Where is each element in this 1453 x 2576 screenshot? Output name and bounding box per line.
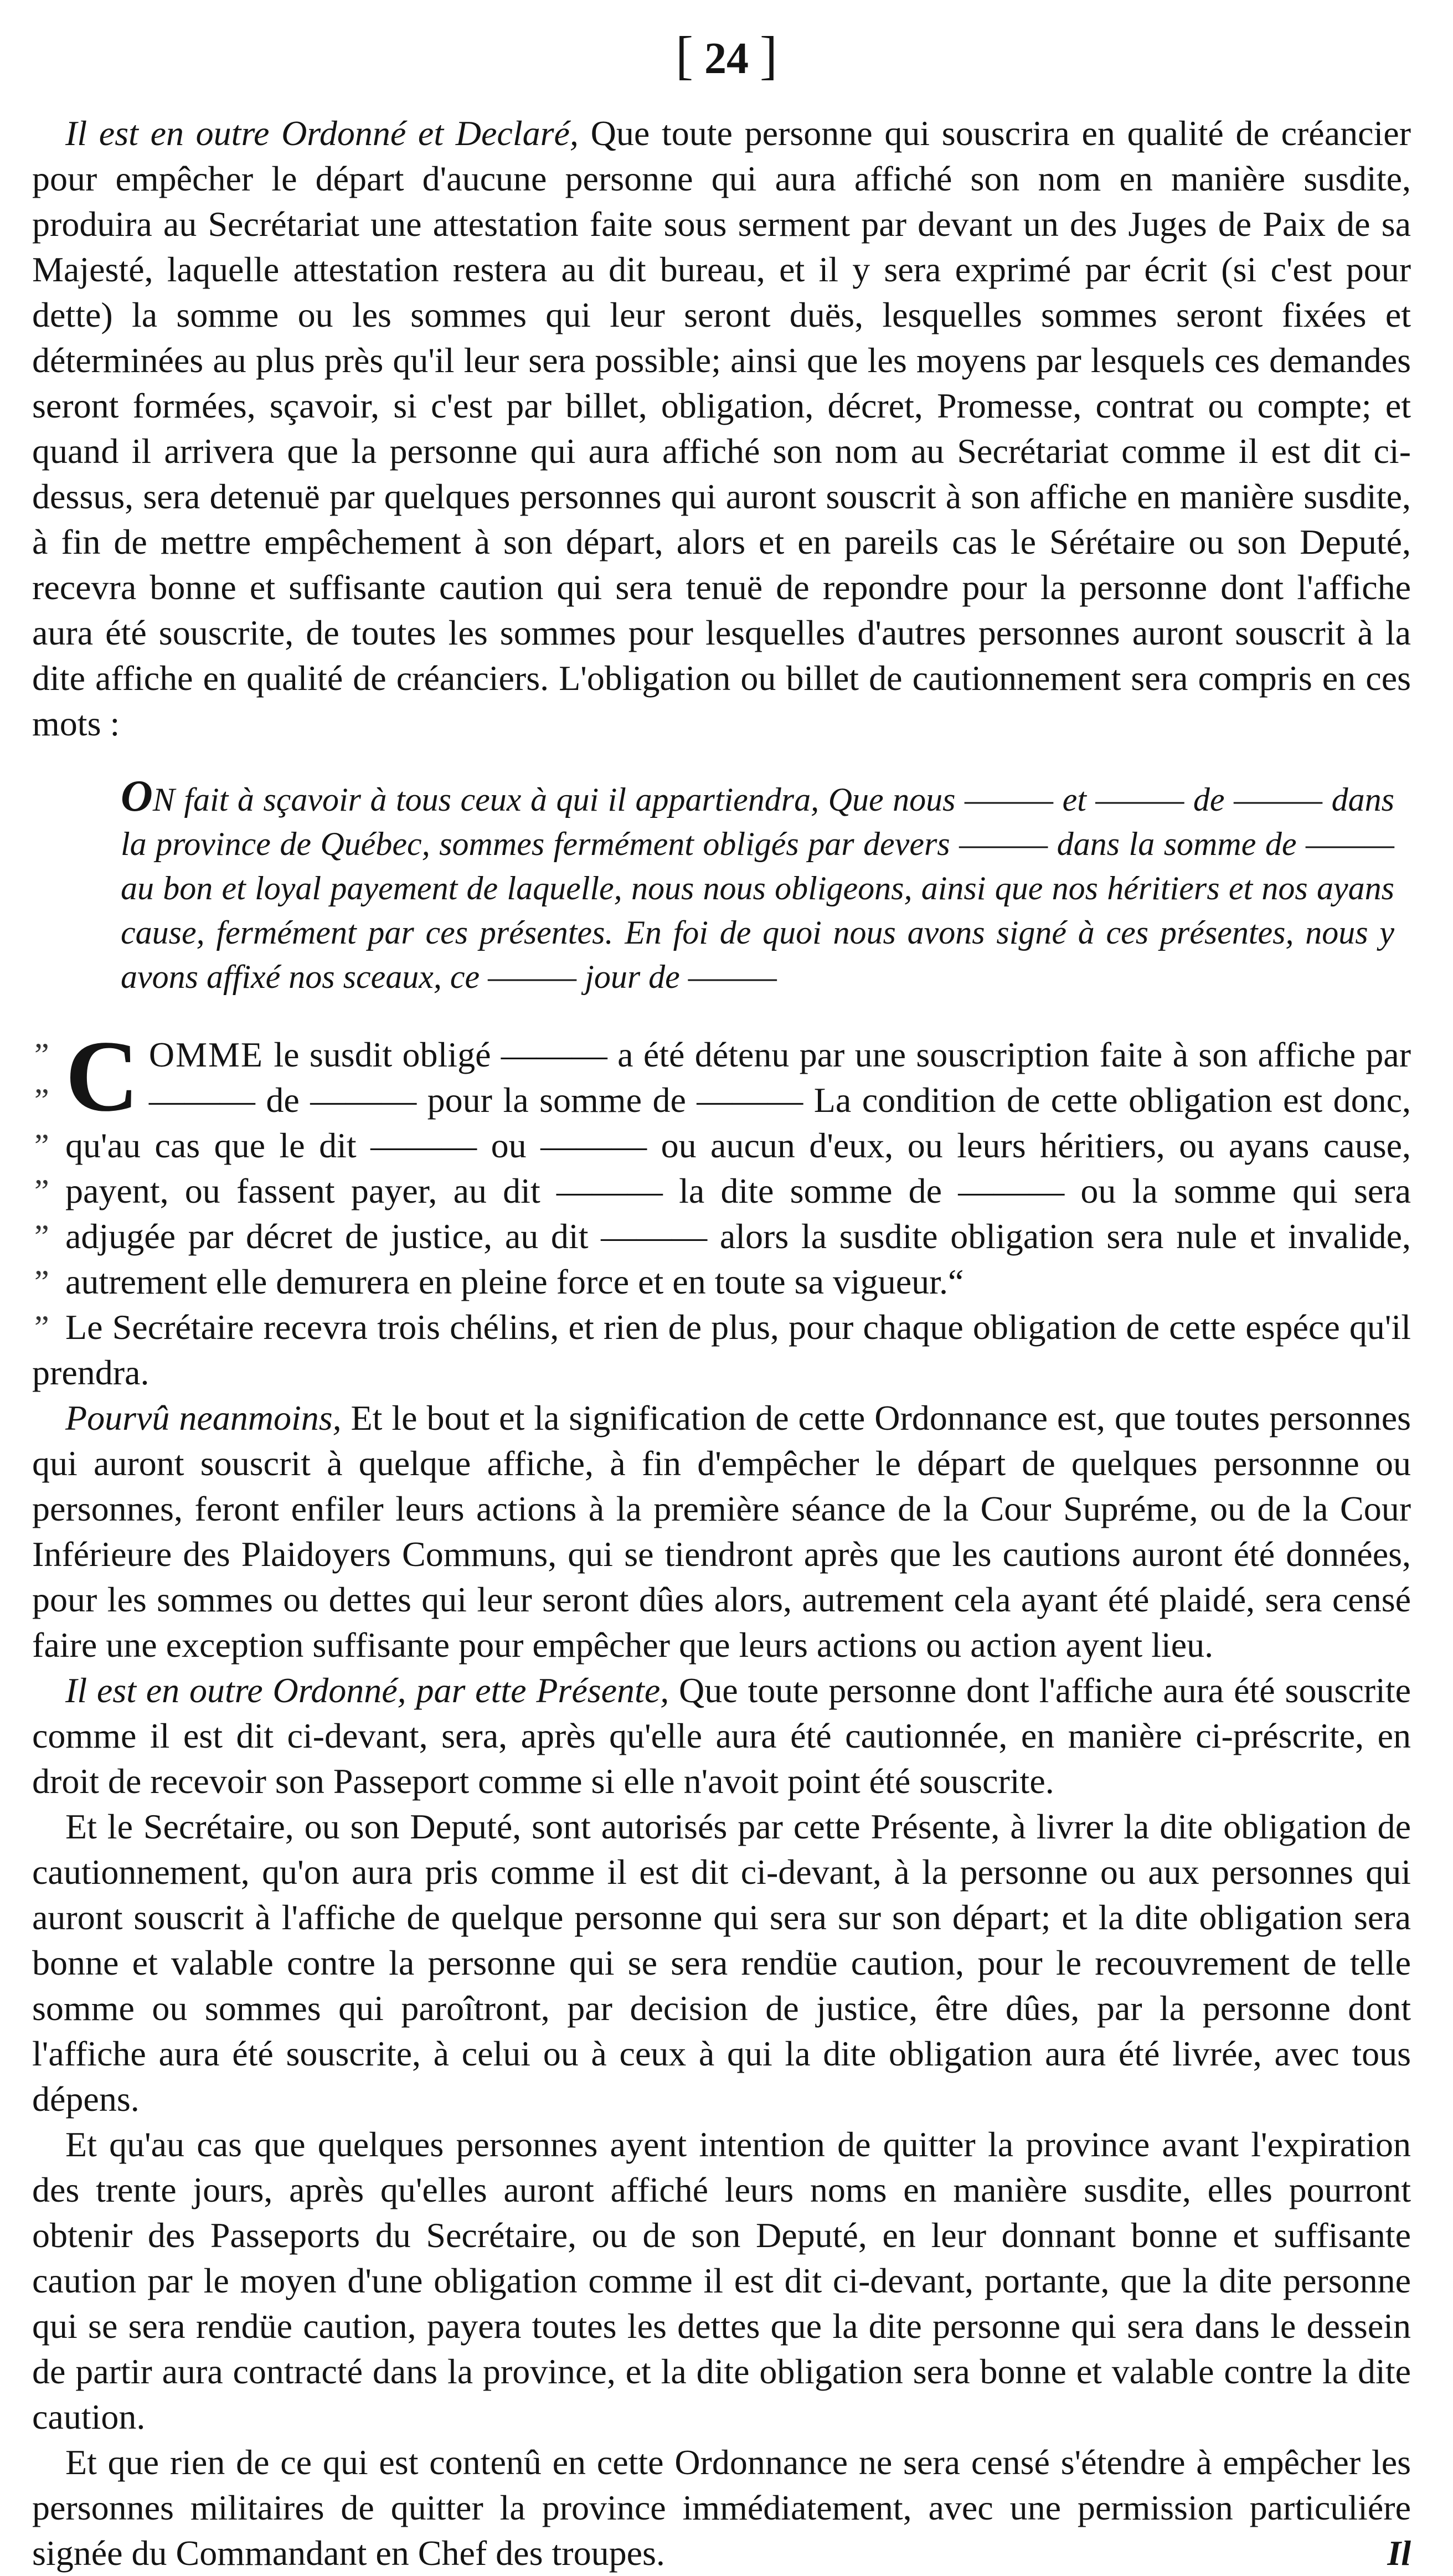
drop-cap: C bbox=[65, 1019, 139, 1132]
quote-marks: ” ” ” ” ” ” ” bbox=[34, 1037, 49, 1346]
bond-text: le susdit obligé ——— a été détenu par une souscription faite à son affiche par ——— de ——— pour la somme de ——— La condition de cette obligation est donc, qu'au cas que le dit ——— ou ——— ou aucun d'eux, ou leurs héritiers, ou ayans cause, payent, ou fassent payer, au dit ——— la dite somme de ——— ou la somme qui sera adjugée par décret de justice, au dit ——— alors la susdite obligation sera nule et invalide, autrement elle demurera en pleine force et en toute sa vigueur.“ bbox=[65, 1035, 1411, 1301]
paragraph-text: Que toute personne dont l'affiche aura été souscrite comme il est dit ci-devant, sera, après qu'elle aura été cautionnée, en manière ci-préscrite, en droit de recevoir son Passeport comme si elle n'avoit point été souscrite. bbox=[32, 1671, 1411, 1801]
page-number-value: 24 bbox=[704, 34, 749, 83]
bond-formula bbox=[121, 774, 1394, 999]
formula-initial: O bbox=[121, 772, 153, 821]
paragraph-text: Que toute personne qui souscrira en qualité de créancier pour empêcher le départ d'aucune personne qui aura affiché son nom en manière susdite, produira au Secrétariat une attestation faite sous serment par devant un des Juges de Paix de sa Majesté, laquelle attestation restera au dit bureau, et il y sera exprimé par écrit (si c'est pour dette) la somme ou les sommes qui leur seront duës, lesquelles sommes seront fixées et déterminées au plus près qu'il leur sera possible; ainsi que les moyens par lesquels ces demandes seront formées, sçavoir, si c'est par billet, obligation, décret, Promesse, contrat ou compte; et quand il arrivera que la personne qui aura affiché son nom au Secrétariat comme il est dit ci-dessus, sera detenuë par quelques personnes qui auront souscrit à son affiche en manière susdite, à fin de mettre empêchement à son départ, alors et en pareils cas le Sérétaire ou son Deputé, recevra bonne et suffisante caution qui sera tenuë de repondre pour la personne dont l'affiche aura été souscrite, de toutes les sommes pour lesquelles d'autres personnes auront souscrit à la dite affiche en qualité de créanciers. L'obligation ou billet de cautionnement sera compris en ces mots : bbox=[32, 114, 1411, 743]
paragraph-lead: Il est en outre Ordonné, par ette Présente, bbox=[65, 1671, 669, 1710]
paragraph-text: Et le Secrétaire, ou son Deputé, sont autorisés par cette Présente, à livrer la dite obligation de cautionnement, qu'on aura pris comme il est dit ci-devant, à la personne ou aux personnes qui auront souscrit à l'affiche de quelque personne qui sera sur son départ; et la dite obligation sera bonne et valable contre la personne qui se sera rendüe caution, pour le recouvrement de telle somme ou sommes qui paroîtront, par decision de justice, être dûes, par la personne dont l'affiche aura été souscrite, à celui ou à ceux à qui la dite obligation aura été livrée, avec tous dépens. bbox=[32, 1807, 1411, 2119]
paragraph-text: Et le bout et la signification de cette Ordonnance est, que toutes personnes qui auront souscrit à quelque affiche, à fin d'empêcher le départ de quelques personnne ou personnes, feront enfiler leurs actions à la première séance de la Cour Supréme, ou de la Cour Inférieure des Plaidoyers Communs, qui se tiendront après que les cautions auront été données, pour les sommes ou dettes qui leur seront dûes alors, autrement cela ayant été plaidé, sera censé faire une exception suffisante pour empêcher que leurs actions ou action ayent lieu. bbox=[32, 1398, 1411, 1665]
formula-text: N fait à sçavoir à tous ceux à qui il appartiendra, Que nous ——— et ——— de ——— dans la province de Québec, sommes fermément obligés par devers ——— dans la somme de ——— au bon et loyal payement de laquelle, nous nous obligeons, ainsi que nos héritiers et nos ayans cause, fermément par ces présentes. En foi de quoi nous avons signé à ces présentes, nous y avons affixé nos sceaux, ce ——— jour de ——— bbox=[121, 781, 1394, 995]
right-bracket: ] bbox=[760, 25, 777, 85]
paragraph-early-departure bbox=[32, 2122, 1411, 2440]
paragraph-proviso bbox=[32, 1395, 1411, 1668]
paragraph-text: Et qu'au cas que quelques personnes ayent intention de quitter la province avant l'expiration des trente jours, après qu'elles auront affiché leurs noms en manière susdite, elles pourront obtenir des Passeports du Secrétaire, ou de son Deputé, en leur donnant bonne et suffisante caution par le moyen d'une obligation comme il est dit ci-devant, portante, que la dite personne qui se sera rendüe caution, payera toutes les dettes que la dite personne qui sera dans le dessein de partir aura contracté dans la province, et la dite obligation sera bonne et valable contre la dite caution. bbox=[32, 2125, 1411, 2436]
paragraph-secretary bbox=[32, 1804, 1411, 2122]
paragraph-lead: Il est en outre Ordonné et Declaré, bbox=[65, 114, 579, 153]
paragraph-passport bbox=[32, 1668, 1411, 1804]
paragraph-fee bbox=[32, 1305, 1411, 1395]
catchword-text: Il bbox=[1387, 2533, 1411, 2573]
paragraph-lead: Pourvû neanmoins, bbox=[65, 1398, 342, 1438]
paragraph-text: Le Secrétaire recevra trois chélins, et rien de plus, pour chaque obligation de cette espéce qu'il prendra. bbox=[32, 1307, 1411, 1392]
paragraph-creditor-attestation bbox=[32, 111, 1411, 746]
bond-first-word: OMME bbox=[148, 1035, 264, 1074]
bond-condition bbox=[34, 1019, 1411, 1346]
page-number bbox=[0, 25, 1453, 86]
body-text bbox=[32, 111, 1411, 2576]
left-bracket: [ bbox=[676, 25, 693, 85]
paragraph-text: Et que rien de ce qui est contenû en cette Ordonnance ne sera censé s'étendre à empêcher les personnes militaires de quitter la province immédiatement, avec une permission particuliére signée du Commandant en Chef des troupes. bbox=[32, 2443, 1411, 2573]
